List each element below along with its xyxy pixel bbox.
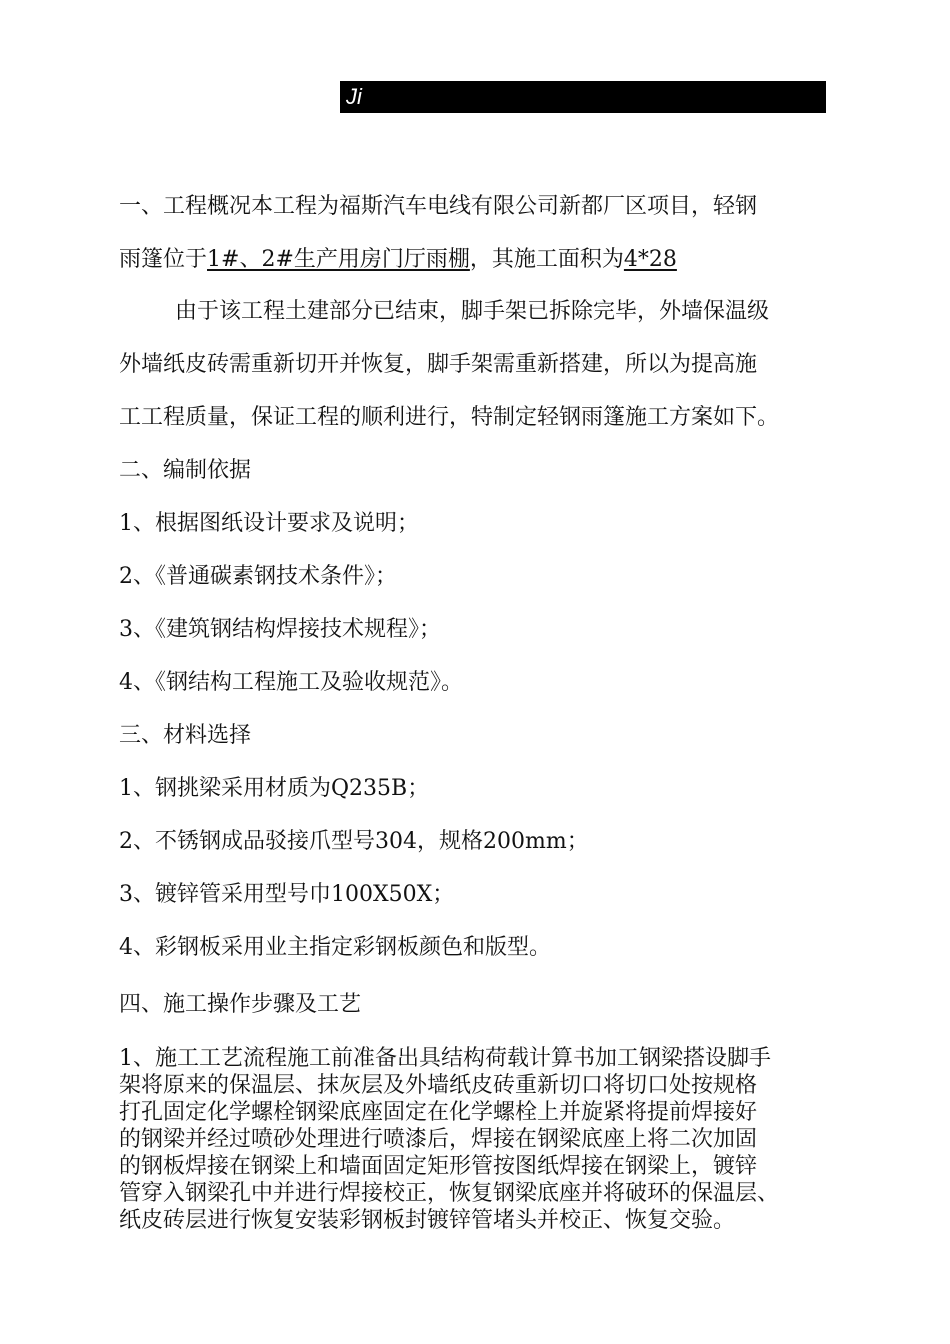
- steps-line: 纸皮砖层进行恢复安装彩钢板封镀锌管堵头并校正、恢复交验。: [119, 1208, 736, 1233]
- steps-heading: 四、施工操作步骤及工艺: [119, 992, 362, 1017]
- basis-item-3: 3、《建筑钢结构焊接技术规程》；: [119, 617, 441, 642]
- basis-item-4: 4、《钢结构工程施工及验收规范》。: [119, 670, 463, 695]
- steps-line: 的钢板焊接在钢梁上和墙面固定矩形管按图纸焊接在钢梁上，镀锌: [119, 1154, 758, 1179]
- overview-location: 1#、2#生产用房门厅雨棚: [207, 247, 470, 272]
- steps-line: 架将原来的保温层、抹灰层及外墙纸皮砖重新切口将切口处按规格: [119, 1073, 758, 1098]
- overview-line-1: 一、工程概况本工程为福斯汽车电线有限公司新都厂区项目，轻钢: [119, 194, 758, 219]
- overview-para2-line-2: 外墙纸皮砖需重新切开并恢复，脚手架需重新搭建，所以为提高施: [119, 352, 758, 377]
- header-bar: [340, 81, 826, 113]
- materials-item-2: 2、不锈钢成品驳接爪型号304，规格200mm；: [119, 829, 589, 854]
- steps-line: 打孔固定化学螺栓钢梁底座固定在化学螺栓上并旋紧将提前焊接好: [119, 1100, 758, 1125]
- materials-item-3: 3、镀锌管采用型号巾100X50X；: [119, 882, 455, 907]
- overview-para2-line-3: 工工程质量，保证工程的顺利进行，特制定轻钢雨篷施工方案如下。: [119, 405, 780, 430]
- header-mark: Ji: [346, 84, 362, 109]
- overview-para2-line-1: 由于该工程土建部分已结束，脚手架已拆除完毕，外墙保温级: [175, 299, 770, 324]
- overview-line-2: [119, 246, 677, 274]
- materials-item-1: 1、钢挑梁采用材质为Q235B；: [119, 776, 430, 801]
- steps-line: 管穿入钢梁孔中并进行焊接校正，恢复钢梁底座并将破环的保温层、: [119, 1181, 780, 1206]
- basis-item-1: 1、根据图纸设计要求及说明；: [119, 511, 419, 536]
- basis-heading: 二、编制依据: [119, 458, 252, 483]
- materials-item-4: 4、彩钢板采用业主指定彩钢板颜色和版型。: [119, 935, 551, 960]
- overview-middle: ，其施工面积为: [469, 247, 624, 272]
- overview-area: 4*28: [623, 247, 677, 272]
- basis-item-2: 2、《普通碳素钢技术条件》；: [119, 564, 397, 589]
- steps-line: 的钢梁并经过喷砂处理进行喷漆后，焊接在钢梁底座上将二次加固: [119, 1127, 758, 1152]
- steps-line: 1、施工工艺流程施工前准备出具结构荷载计算书加工钢梁搭设脚手: [119, 1046, 771, 1071]
- steps-paragraph: [119, 1045, 829, 1234]
- overview-prefix: 雨篷位于: [119, 247, 208, 272]
- materials-heading: 三、材料选择: [119, 723, 252, 748]
